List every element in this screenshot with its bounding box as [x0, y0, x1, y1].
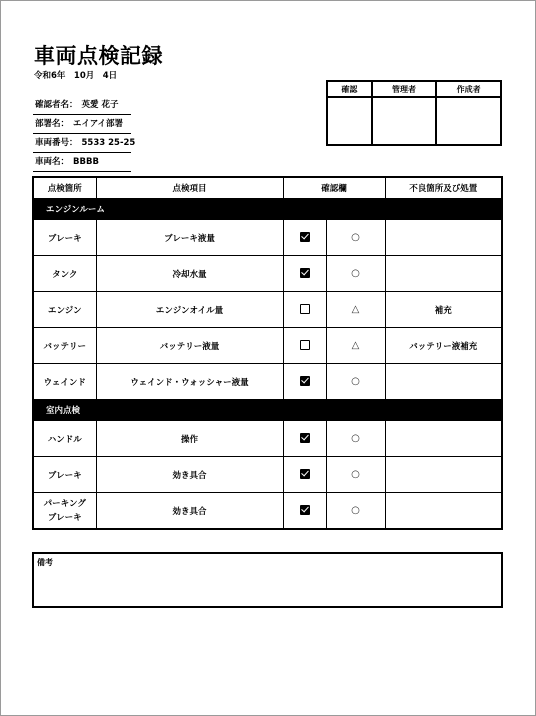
row-defect[interactable] [385, 457, 502, 493]
stamp-box-manager[interactable] [372, 97, 437, 145]
info-label: 車両番号： [35, 138, 78, 148]
row-place: ブレーキ [33, 457, 96, 493]
info-label: 確認者名： [35, 100, 78, 110]
header-check: 確認欄 [283, 177, 385, 199]
stamp-box-confirm[interactable] [327, 97, 372, 145]
checkbox-checked[interactable] [300, 376, 310, 386]
section-row [33, 199, 502, 220]
row-place: エンジン [33, 292, 96, 328]
header-place: 点検箇所 [33, 177, 96, 199]
row-checkbox-cell [283, 364, 326, 400]
info-vehicle-number [33, 134, 136, 153]
info-label: 車両名： [35, 157, 70, 167]
info-block [33, 96, 136, 172]
row-item: バッテリー液量 [96, 328, 283, 364]
row-item: 効き具合 [96, 493, 283, 530]
row-item: 効き具合 [96, 457, 283, 493]
stamp-header-manager: 管理者 [372, 81, 437, 97]
row-checkbox-cell [283, 457, 326, 493]
triangle-mark: △ [351, 340, 360, 351]
stamp-box-author[interactable] [436, 97, 501, 145]
table-row [33, 421, 502, 457]
record-date: 令和6年 10月 4日 [34, 71, 118, 81]
header-item: 点検項目 [96, 177, 283, 199]
row-mark-cell [326, 493, 385, 530]
row-item: ブレーキ液量 [96, 220, 283, 256]
approval-stamp-table [326, 80, 502, 146]
row-place: ウェインド [33, 364, 96, 400]
row-checkbox-cell [283, 328, 326, 364]
checkbox-checked[interactable] [300, 469, 310, 479]
inspection-body [33, 199, 502, 530]
checkbox-unchecked[interactable] [300, 304, 310, 314]
section-row [33, 400, 502, 421]
info-value: BBBB [73, 157, 99, 167]
section-title: 室内点検 [33, 400, 502, 421]
table-row [33, 292, 502, 328]
row-item: 冷却水量 [96, 256, 283, 292]
row-item: 操作 [96, 421, 283, 457]
circle-mark: ○ [351, 433, 360, 444]
row-mark-cell [326, 220, 385, 256]
circle-mark: ○ [351, 232, 360, 243]
table-row [33, 328, 502, 364]
row-place: バッテリー [33, 328, 96, 364]
triangle-mark: △ [351, 304, 360, 315]
table-row [33, 457, 502, 493]
info-value: 英愛 花子 [81, 100, 119, 110]
circle-mark: ○ [351, 376, 360, 387]
row-place: ブレーキ [33, 220, 96, 256]
info-inspector [33, 96, 131, 115]
table-row [33, 364, 502, 400]
notes-box[interactable] [32, 552, 503, 608]
circle-mark: ○ [351, 505, 360, 516]
row-mark-cell [326, 421, 385, 457]
info-department [33, 115, 131, 134]
checkbox-checked[interactable] [300, 268, 310, 278]
circle-mark: ○ [351, 469, 360, 480]
row-checkbox-cell [283, 493, 326, 530]
row-mark-cell [326, 256, 385, 292]
checkbox-checked[interactable] [300, 433, 310, 443]
row-place: ハンドル [33, 421, 96, 457]
row-mark-cell [326, 364, 385, 400]
row-defect[interactable] [385, 421, 502, 457]
info-label: 部署名： [35, 119, 70, 129]
checkbox-checked[interactable] [300, 232, 310, 242]
page-title: 車両点検記録 [34, 44, 163, 68]
row-defect[interactable]: 補充 [385, 292, 502, 328]
notes-label: 備考 [37, 558, 53, 567]
stamp-header-author: 作成者 [436, 81, 501, 97]
row-checkbox-cell [283, 292, 326, 328]
row-mark-cell [326, 292, 385, 328]
row-place-line: パーキング [43, 498, 86, 509]
row-checkbox-cell [283, 256, 326, 292]
header-defect: 不良箇所及び処置 [385, 177, 502, 199]
row-mark-cell [326, 328, 385, 364]
row-defect[interactable] [385, 493, 502, 530]
row-item: エンジンオイル量 [96, 292, 283, 328]
table-row [33, 256, 502, 292]
row-mark-cell [326, 457, 385, 493]
row-defect[interactable]: バッテリー液補充 [385, 328, 502, 364]
row-defect[interactable] [385, 256, 502, 292]
row-defect[interactable] [385, 220, 502, 256]
info-value: 5533 25-25 [81, 138, 136, 148]
row-checkbox-cell [283, 421, 326, 457]
info-value: エイアイ部署 [73, 119, 123, 129]
row-place: タンク [33, 256, 96, 292]
inspection-table [32, 176, 503, 530]
table-row [33, 493, 502, 530]
row-checkbox-cell [283, 220, 326, 256]
section-title: エンジンルーム [33, 199, 502, 220]
row-item: ウェインド・ウォッシャー液量 [96, 364, 283, 400]
row-defect[interactable] [385, 364, 502, 400]
checkbox-unchecked[interactable] [300, 340, 310, 350]
stamp-header-confirm: 確認 [327, 81, 372, 97]
circle-mark: ○ [351, 268, 360, 279]
info-vehicle-name [33, 153, 131, 172]
table-row [33, 220, 502, 256]
row-place [33, 493, 96, 530]
row-place-line: ブレーキ [47, 512, 82, 523]
checkbox-checked[interactable] [300, 505, 310, 515]
